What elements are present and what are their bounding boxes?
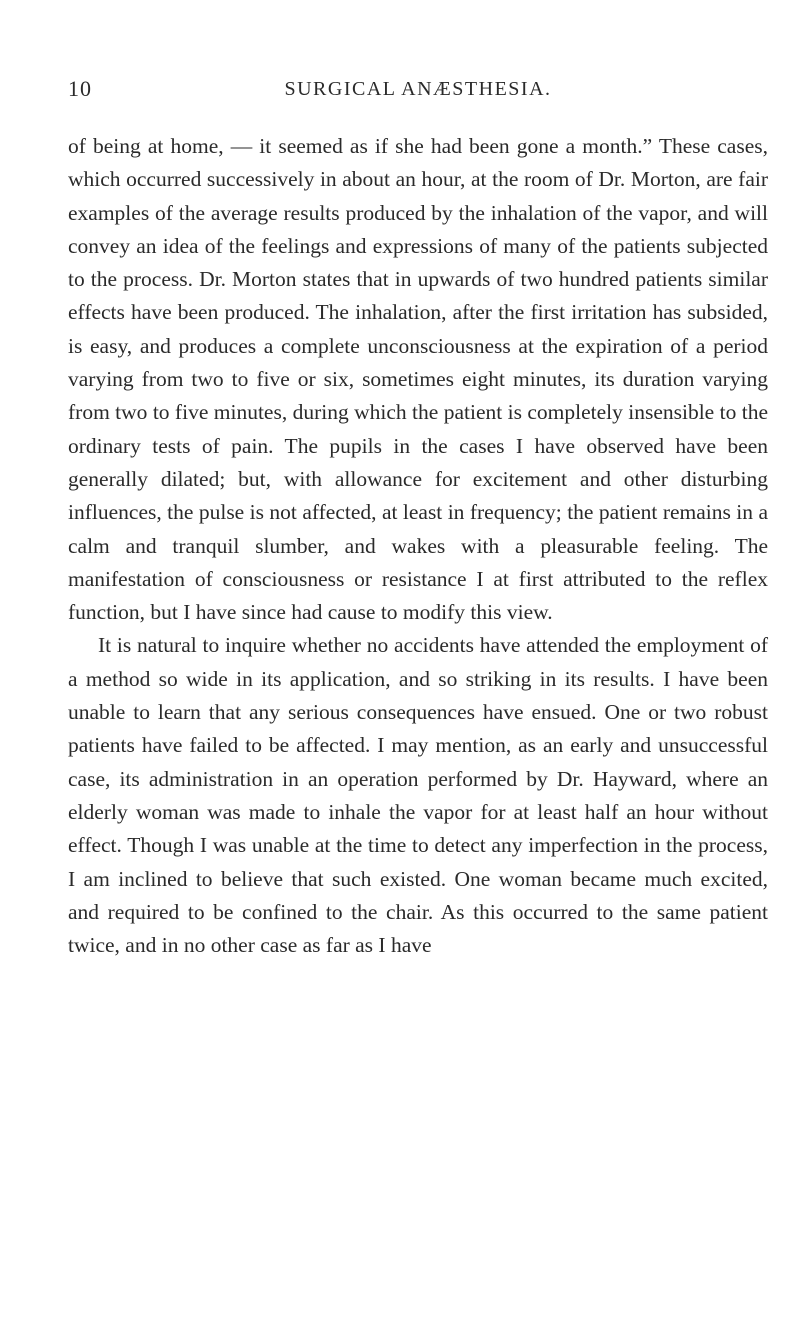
paragraph-continued: of being at home, — it seemed as if she had been gone a month.” These cases, which occurred successively in about an hour, at the room of Dr. Morton, are fair examples of the average results produced by the inhalation of the vapor, and will convey an idea of the feelings and expressions of many of the patients subjected to the process. Dr. Morton states that in upwards of two hundred patients similar effects have been produced. The inhalation, after the first irritation has subsided, is easy, and produces a complete unconsciousness at the expiration of a period varying from two to five or six, sometimes eight minutes, its duration varying from two to five minutes, during which the patient is completely insensible to the ordinary tests of pain. The pupils in the cases I have observed have been generally dilated; but, with allowance for excitement and other disturbing influences, the pulse is not affected, at least in frequency; the patient remains in a calm and tranquil slumber, and wakes with a pleasurable feeling. The manifestation of consciousness or resistance I at first attributed to the reflex function, but I have since had cause to modify this view. <box>68 134 768 625</box>
running-title: SURGICAL ANÆSTHESIA. <box>284 78 552 100</box>
paragraph-accidents: It is natural to inquire whether no accidents have attended the employment of a method so wide in its application, and so striking in its results. I have been unable to learn that any serious consequences have ensued. One or two robust patients have failed to be affected. I may mention, as an early and unsuccessful case, its administration in an operation performed by Dr. Hayward, where an elderly woman was made to inhale the vapor for at least half an hour without effect. Though I was unable at the time to detect any imperfection in the process, I am inclined to believe that such existed. One woman became much excited, and required to be confined to the chair. As this occurred to the same patient twice, and in no other case as far as I have <box>68 633 768 958</box>
body-text <box>68 130 768 962</box>
page-number: 10 <box>68 76 92 101</box>
book-page <box>68 76 768 962</box>
running-head <box>68 76 768 112</box>
